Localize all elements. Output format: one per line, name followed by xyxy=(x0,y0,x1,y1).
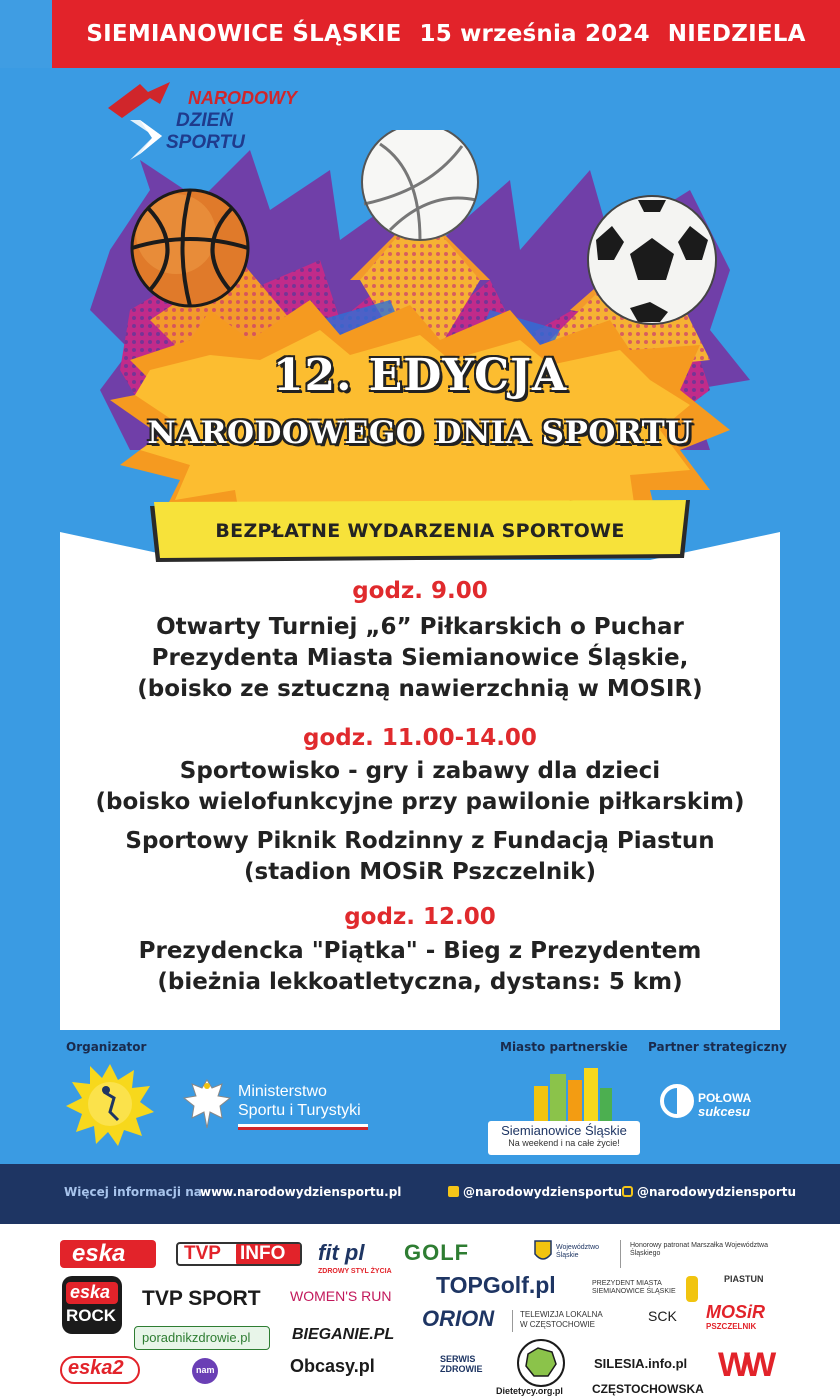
siemianowice-city-badge xyxy=(488,1121,640,1155)
wojewodztwo-text: Województwo Śląskie xyxy=(556,1244,600,1259)
telewizja-line-2: W CZĘSTOCHOWIE xyxy=(520,1320,595,1329)
silesia-coat-of-arms-icon xyxy=(534,1240,552,1264)
womens-run-logo: WOMEN'S RUN xyxy=(290,1288,392,1304)
silesia-info-logo: SILESIA.info.pl xyxy=(594,1356,688,1371)
polowa-sukcesu-text xyxy=(698,1092,751,1118)
serwis-line-2: ZDROWIE xyxy=(440,1364,483,1374)
info-text: INFO xyxy=(240,1243,286,1264)
logo-line-dzien: DZIEŃ xyxy=(176,110,233,131)
event-city: SIEMIANOWICE ŚLĄSKIE xyxy=(86,21,402,47)
instagram-icon xyxy=(622,1186,633,1197)
facebook-icon xyxy=(448,1186,459,1197)
logo-line-sportu: SPORTU xyxy=(166,132,245,153)
fitpl-subtitle: ZDROWY STYL ŻYCIA xyxy=(318,1268,392,1275)
schedule-line: (bieżnia lekkoatletyczna, dystans: 5 km) xyxy=(157,969,683,995)
dietetycy-map-icon xyxy=(516,1338,566,1388)
siemianowice-city-logo-icon xyxy=(526,1068,616,1124)
schedule-line: Sportowy Piknik Rodzinny z Fundacją Piastun xyxy=(125,828,715,854)
polish-eagle-icon xyxy=(182,1076,232,1132)
schedule-line: Prezydenta Miasta Siemianowice Śląskie, xyxy=(151,645,689,671)
organizer-label: Organizator xyxy=(66,1040,147,1054)
ministry-logo-text xyxy=(238,1082,361,1120)
polowa-line-1: POŁOWA xyxy=(698,1091,752,1105)
serwis-zdrowie-logo xyxy=(440,1354,483,1374)
bieganie-logo: BIEGANIE.PL xyxy=(292,1326,395,1343)
sck-logo: SCK xyxy=(648,1308,677,1324)
orion-logo: ORION xyxy=(422,1306,495,1331)
schedule-item-2 xyxy=(60,725,780,888)
czestochowska-logo: CZĘSTOCHOWSKA xyxy=(592,1382,704,1396)
event-day: NIEDZIELA xyxy=(667,21,806,47)
telewizja-line-1: TELEWIZJA LOKALNA xyxy=(520,1310,603,1319)
polowa-line-2: sukcesu xyxy=(698,1104,751,1119)
headline-edition: 12. EDYCJA xyxy=(272,350,568,401)
ww-logo: WW xyxy=(718,1346,771,1384)
schedule-line: Prezydencka "Piątka" - Bieg z Prezydentem xyxy=(138,938,702,964)
strategic-partner-label: Partner strategiczny xyxy=(648,1040,787,1054)
tvp-sport-logo: TVP SPORT xyxy=(142,1287,261,1310)
instagram-handle-text: @narodowydziensportu xyxy=(637,1185,797,1199)
golf-logo: GOLF xyxy=(404,1240,470,1265)
schedule-line: (boisko wielofunkcyjne przy pawilonie piłkarskim) xyxy=(95,789,745,815)
more-info-label: Więcej informacji na xyxy=(64,1185,202,1199)
ministry-flag-red xyxy=(238,1127,368,1130)
soccer-ball-icon xyxy=(588,196,716,324)
prezydent-miasta-text: PREZYDENT MIASTA SIEMIANOWICE ŚLĄSKIE xyxy=(592,1280,676,1295)
ministry-line-2: Sportu i Turystyki xyxy=(238,1102,361,1119)
fitpl-logo: fit pl xyxy=(318,1240,365,1265)
event-header xyxy=(52,0,840,68)
city-slogan: Na weekend i na całe życie! xyxy=(508,1138,620,1148)
dietetycy-text: Dietetycy.org.pl xyxy=(496,1386,563,1396)
eska-rock-text-2: ROCK xyxy=(66,1306,117,1325)
mosir-logo: MOSiR xyxy=(706,1302,766,1322)
info-bar xyxy=(0,1164,840,1224)
facebook-handle-text: @narodowydziensportu xyxy=(463,1185,623,1199)
ribbon-label: BEZPŁATNE WYDARZENIA SPORTOWE xyxy=(215,520,625,542)
logo-line-narodowy: NARODOWY xyxy=(188,88,297,108)
prezydent-badge xyxy=(686,1276,698,1302)
schedule-line: (stadion MOSiR Pszczelnik) xyxy=(244,859,596,885)
schedule-time: godz. 11.00-14.00 xyxy=(303,725,537,751)
ministry-line-1: Ministerstwo xyxy=(238,1083,327,1100)
eska-logo-text: eska xyxy=(72,1240,126,1267)
headline-event-name: NARODOWEGO DNIA SPORTU xyxy=(147,415,693,451)
wysokie-obcasy-logo: Obcasy.pl xyxy=(290,1356,375,1376)
schedule-line: (boisko ze sztuczną nawierzchnią w MOSIR) xyxy=(137,676,703,702)
divider xyxy=(620,1240,621,1268)
organizer-logo-icon xyxy=(66,1062,154,1146)
website-link[interactable]: www.narodowydziensportu.pl xyxy=(200,1185,402,1199)
city-name: Siemianowice Śląskie xyxy=(501,1123,627,1138)
mosir-subtitle: PSZCZELNIK xyxy=(706,1322,757,1331)
topgolf-logo: TOPGolf.pl xyxy=(436,1272,556,1298)
schedule-item-3 xyxy=(60,904,780,998)
eska2-text: eska2 xyxy=(68,1357,124,1379)
instagram-handle[interactable] xyxy=(622,1185,796,1199)
event-date: 15 września 2024 xyxy=(419,21,650,47)
tvp-text: TVP xyxy=(184,1243,221,1264)
schedule-item-1 xyxy=(60,578,780,705)
poradnik-logo: poradnikzdrowie.pl xyxy=(142,1330,251,1345)
volleyball-icon xyxy=(362,130,478,240)
partner-city-label: Miasto partnerskie xyxy=(500,1040,628,1054)
facebook-handle[interactable] xyxy=(448,1185,622,1199)
nam-text: nam xyxy=(196,1365,215,1375)
piastun-logo: PIASTUN xyxy=(724,1274,764,1284)
schedule-time: godz. 9.00 xyxy=(352,578,488,604)
telewizja-text xyxy=(520,1310,603,1330)
polowa-sukcesu-icon xyxy=(660,1084,694,1118)
serwis-line-1: SERWIS xyxy=(440,1354,476,1364)
basketball-icon xyxy=(132,190,248,306)
schedule-time: godz. 12.00 xyxy=(344,904,496,930)
eska-rock-text-1: eska xyxy=(70,1282,111,1302)
divider xyxy=(512,1310,513,1332)
schedule-line: Sportowisko - gry i zabawy dla dzieci xyxy=(179,758,661,784)
patronat-text: Honorowy patronat Marszałka Województwa Śląskiego xyxy=(630,1242,768,1257)
schedule-line: Otwarty Turniej „6” Piłkarskich o Puchar xyxy=(156,614,684,640)
